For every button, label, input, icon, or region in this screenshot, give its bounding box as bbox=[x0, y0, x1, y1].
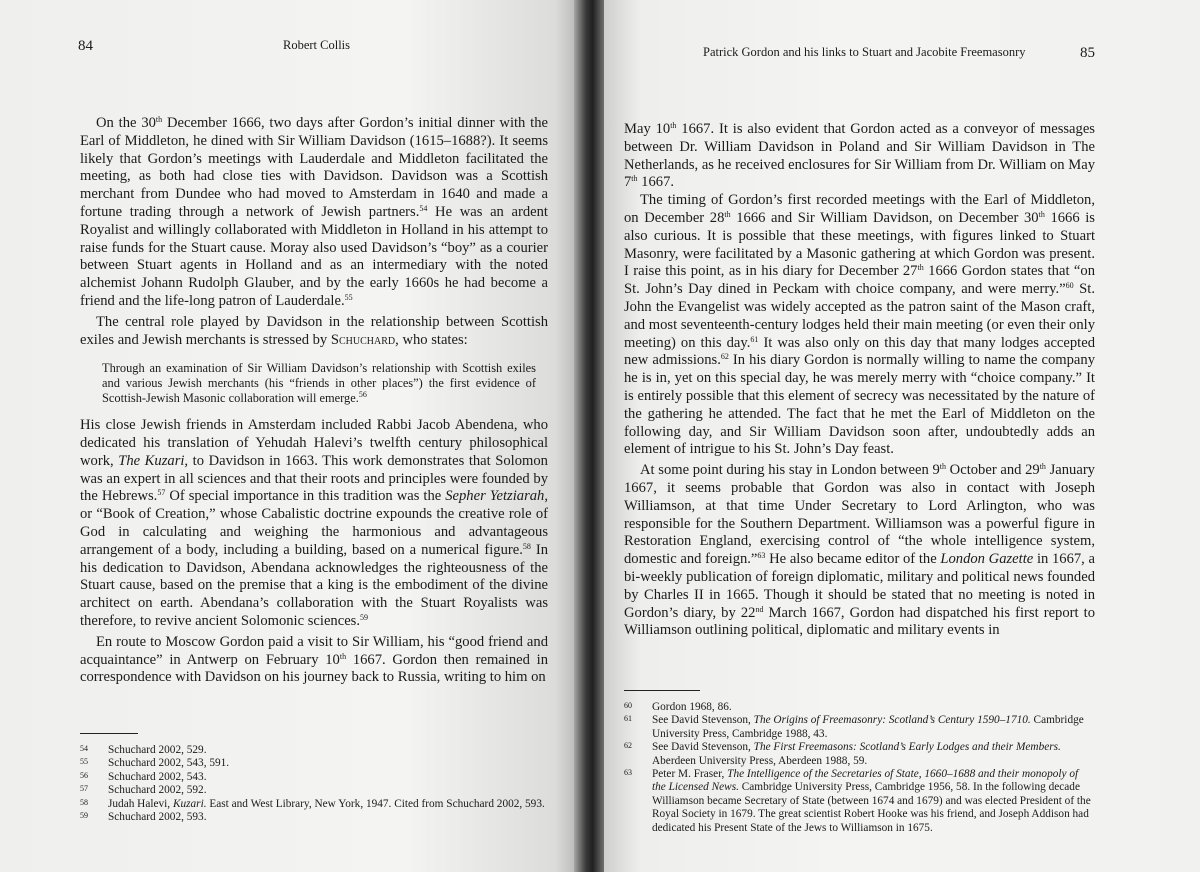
footnote-rule bbox=[624, 690, 700, 691]
footnote: 62 See David Stevenson, The First Freemasons: Scotland’s Early Lodges and their Members. Aberdeen University Press, Aberdeen 1988, 59. bbox=[624, 741, 1061, 767]
paragraph: At some point during his stay in London between 9th October and 29th January 1667, it seems probable that Gordon was also in contact with Joseph Williamson, at that time Under Secretary to Lord Arlington, who was responsible for the Southern Department. Williamson was a powerful figure in Restoration England, exercising control of “the whole intelligence system, domestic and foreign.”$^{63}$ He also became editor of the London Gazette in 1667, a bi-weekly publication of foreign diplomatic, military and political news founded by Charles II in 1665. Though it should be stated that no meeting is noted in Gordon’s diary, by 22nd March 1667, Gordon had dispatched his first report to Williamson outlining political, diplomatic and military events in bbox=[624, 462, 1096, 639]
footnote-ref: 62 bbox=[720, 352, 729, 362]
footnote: 55 Schuchard 2002, 543, 591. bbox=[80, 757, 230, 770]
paragraph: May 10th 1667. It is also evident that Gordon acted as a conveyor of messages between Dr. William Davidson in Poland and Sir William Davidson in The Netherlands, as he received enclosures for Sir William from Dr. William on May 7th 1667. bbox=[624, 121, 1095, 191]
right-page bbox=[604, 0, 1200, 872]
footnote-ref: 59 bbox=[360, 612, 369, 622]
footnote: 61 See David Stevenson, The Origins of Freemasonry: Scotland’s Century 1590–1710. Cambridge University Press, Cambridge 1988, 43. bbox=[624, 714, 1084, 740]
paragraph: The timing of Gordon’s first recorded meetings with the Earl of Middleton, on December 28th 1666 and Sir William Davidson, on December 30th 1666 is also curious. It is possible that these meetings, with figures linked to Stuart Masonry, were facilitated by a Masonic gathering at which Gordon was present. I raise this point, as in his diary for December 27th 1666 Gordon states that “on St. John’s Day dined in Peckam with choice company, and were merry.”$^{60}$ St. John the Evangelist was widely accepted as the patron saint of the Mason craft, and most seventeenth-century lodges held their main meeting (or even their only meeting) on this day.$^{61}$ It was also only on this day that many lodges accepted new admissions.$^{62}$ In his diary Gordon is normally willing to name the company he is in, yet on this special day, he was merely merry with “choice company.” It is entirely possible that this element of secrecy was necessitated by the nature of the gathering he attended. The fact that he met the Earl of Middleton on the following day, and Sir William Davidson soon after, undoubtedly adds an element of intrigue to his St. John’s Day feast. bbox=[624, 192, 1096, 458]
page-number: 84 bbox=[78, 38, 93, 54]
left-page bbox=[0, 0, 578, 872]
footnotes bbox=[624, 701, 1094, 835]
footnote: 56 Schuchard 2002, 543. bbox=[80, 770, 207, 783]
paragraph: On the 30th December 1666, two days after Gordon’s initial dinner with the Earl of Middleton, he dined with Sir William Davidson (1615–1688?). It seems likely that Gordon’s meetings with Lauderdale and Middleton facilitated the meeting, as both had close ties with Davidson. Davidson was a Scottish merchant from Dundee who had moved to Amsterdam in 1640 and made a fortune trading through a network of Jewish partners.$^{54}$ He was an ardent Royalist and willingly collaborated with Middleton in Holland in his attempt to raise funds for the Stuart cause. Moray also used Davidson’s “boy” as a courier between Stuart agents in Holland and as an intermediary with the noted alchemist Johann Rudolph Glauber, and by the early 1660s he had become a friend and the life-long patron of Lauderdale.$^{55}$ bbox=[80, 115, 548, 309]
running-head: Patrick Gordon and his links to Stuart and Jacobite Freemasonry bbox=[703, 45, 1026, 59]
footnote-ref: 57 bbox=[157, 488, 166, 498]
footnote-ref: 60 bbox=[1065, 281, 1074, 291]
paragraph: En route to Moscow Gordon paid a visit to Sir William, his “good friend and acquaintance” in Antwerp on February 10th 1667. Gordon then remained in correspondence with Davidson on his journey back to Russia, writing to him on bbox=[80, 633, 548, 686]
footnote: 60 Gordon 1968, 86. bbox=[624, 701, 732, 713]
footnote-ref: 56 bbox=[358, 389, 367, 399]
footnote: 59 Schuchard 2002, 593. bbox=[80, 811, 207, 824]
paragraph: The central role played by Davidson in the relationship between Scottish exiles and Jewish merchants is stressed by Schuchard, who states: bbox=[80, 313, 548, 348]
footnote-ref: 63 bbox=[757, 551, 766, 561]
block-quote: Through an examination of Sir William Davidson’s relationship with Scottish exiles and various Jewish merchants (his “friends in other places”) the first evidence of Scottish-Jewish Masonic collaboration will emerge.$^{56}$ bbox=[102, 361, 536, 405]
footnote: 54 Schuchard 2002, 529. bbox=[80, 744, 207, 756]
footnote-ref: 58 bbox=[522, 541, 531, 551]
paragraph: His close Jewish friends in Amsterdam included Rabbi Jacob Abendena, who dedicated his translation of Yehudah Halevi’s twelfth century philosophical work, The Kuzari, to Davidson in 1663. This work demonstrates that Solomon was an expert in all sciences and that their roots and principles were founded by the Hebrews.$^{57}$ Of special importance in this tradition was the Sepher Yetziarah, or “Book of Creation,” whose Cabalistic doctrine expounds the creative role of God in calculating and weighing the harmonious and advantageous arrangement of a body, including a building, based on a numerical figure.$^{58}$ In his dedication to Davidson, Abendana acknowledges the righteousness of the Stuart cause, based on the premise that a king is the embodiment of the divine architect on earth. Abendana’s collaboration with the Stuart Royalists was therefore, to revive ancient Solomonic sciences.$^{59}$ bbox=[80, 417, 548, 629]
footnote-ref: 55 bbox=[344, 292, 353, 302]
footnote: 63 Peter M. Fraser, The Intelligence of the Secretaries of State, 1660–1688 and their monopoly of the Licensed News. Cambridge University Press, Cambridge 1956, 58. In the following decade Williamson became Secretary of State (between 1674 and 1679) and was elected President of the Royal Society in 1679. The great scientist Robert Hooke was his friend, and Joseph Addison had dedicated his Present State of the Jews to Williamson in 1675. bbox=[624, 768, 1091, 834]
footnote-ref: 54 bbox=[419, 203, 428, 213]
footnote: 58 Judah Halevi, Kuzari. East and West Library, New York, 1947. Cited from Schuchard 2002, 593. bbox=[80, 797, 545, 810]
footnotes bbox=[80, 744, 550, 824]
footnote: 57 Schuchard 2002, 592. bbox=[80, 784, 207, 797]
main-text bbox=[80, 115, 548, 687]
footnote-ref: 61 bbox=[750, 334, 759, 344]
book-gutter bbox=[574, 0, 608, 872]
running-head: Robert Collis bbox=[283, 38, 351, 52]
page-number: 85 bbox=[1080, 45, 1095, 61]
footnote-rule bbox=[80, 733, 138, 734]
main-text bbox=[624, 121, 1095, 640]
